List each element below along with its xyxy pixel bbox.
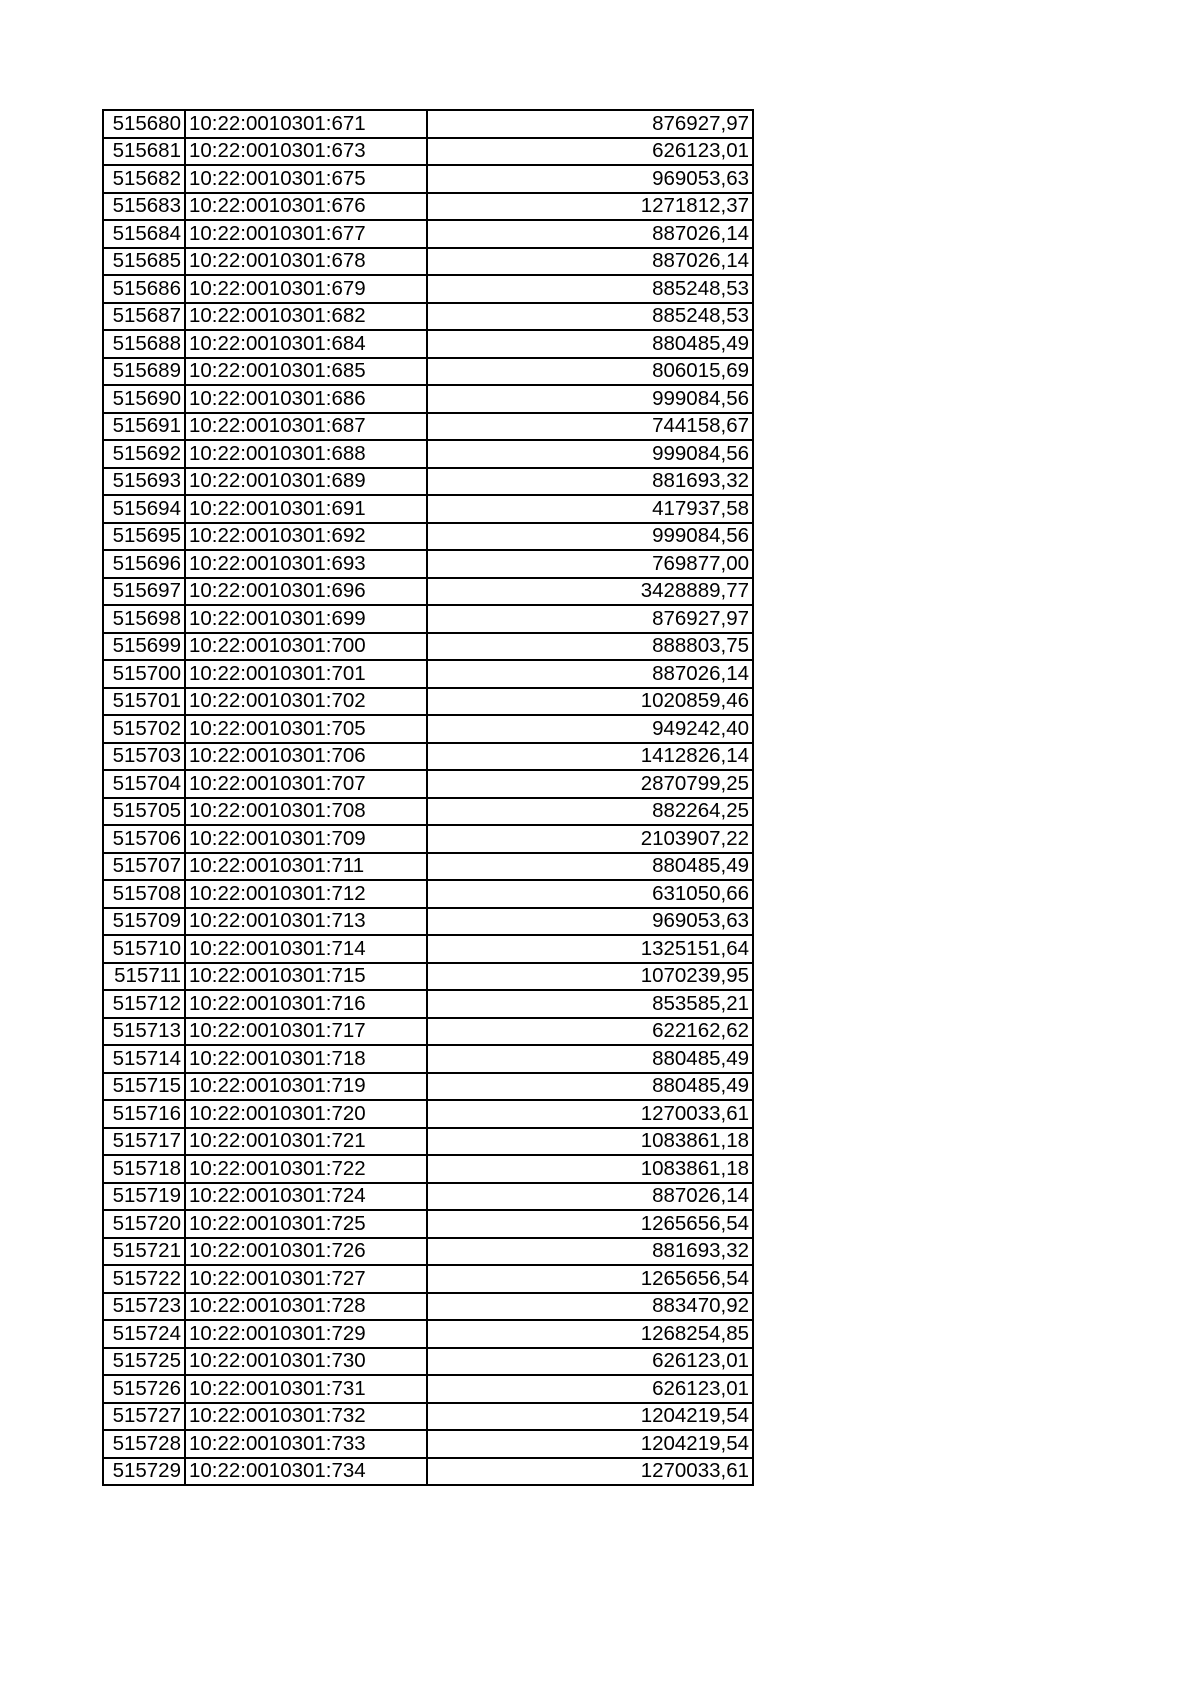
- table-row: [103, 468, 753, 496]
- table-row: [103, 688, 753, 716]
- row-number-cell: 515710: [103, 935, 185, 963]
- cadastral-number-cell: 10:22:0010301:719: [185, 1073, 427, 1101]
- cadastral-number-cell: 10:22:0010301:727: [185, 1265, 427, 1293]
- row-number-cell: 515701: [103, 688, 185, 716]
- cadastral-number-cell: 10:22:0010301:712: [185, 880, 427, 908]
- value-cell: 969053,63: [427, 165, 753, 193]
- table-row: [103, 193, 753, 221]
- table-row: [103, 1430, 753, 1458]
- cadastral-number-cell: 10:22:0010301:684: [185, 330, 427, 358]
- cadastral-number-cell: 10:22:0010301:676: [185, 193, 427, 221]
- cadastral-number-cell: 10:22:0010301:734: [185, 1458, 427, 1486]
- value-cell: 3428889,77: [427, 578, 753, 606]
- cadastral-number-cell: 10:22:0010301:725: [185, 1210, 427, 1238]
- table-row: [103, 825, 753, 853]
- table-row: [103, 798, 753, 826]
- value-cell: 883470,92: [427, 1293, 753, 1321]
- row-number-cell: 515729: [103, 1458, 185, 1486]
- cadastral-number-cell: 10:22:0010301:721: [185, 1128, 427, 1156]
- value-cell: 949242,40: [427, 715, 753, 743]
- cadastral-number-cell: 10:22:0010301:716: [185, 990, 427, 1018]
- cadastral-number-cell: 10:22:0010301:691: [185, 495, 427, 523]
- row-number-cell: 515687: [103, 303, 185, 331]
- row-number-cell: 515712: [103, 990, 185, 1018]
- cadastral-number-cell: 10:22:0010301:720: [185, 1100, 427, 1128]
- cadastral-number-cell: 10:22:0010301:731: [185, 1375, 427, 1403]
- row-number-cell: 515715: [103, 1073, 185, 1101]
- table-row: [103, 385, 753, 413]
- cadastral-number-cell: 10:22:0010301:692: [185, 523, 427, 551]
- row-number-cell: 515695: [103, 523, 185, 551]
- value-cell: 876927,97: [427, 110, 753, 138]
- value-cell: 1270033,61: [427, 1100, 753, 1128]
- row-number-cell: 515696: [103, 550, 185, 578]
- row-number-cell: 515685: [103, 248, 185, 276]
- value-cell: 806015,69: [427, 358, 753, 386]
- cadastral-number-cell: 10:22:0010301:706: [185, 743, 427, 771]
- value-cell: 626123,01: [427, 1348, 753, 1376]
- value-cell: 880485,49: [427, 853, 753, 881]
- table-row: [103, 578, 753, 606]
- value-cell: 1204219,54: [427, 1403, 753, 1431]
- value-cell: 631050,66: [427, 880, 753, 908]
- table-row: [103, 275, 753, 303]
- cadastral-number-cell: 10:22:0010301:717: [185, 1018, 427, 1046]
- row-number-cell: 515724: [103, 1320, 185, 1348]
- table-row: [103, 440, 753, 468]
- value-cell: 969053,63: [427, 908, 753, 936]
- row-number-cell: 515681: [103, 138, 185, 166]
- row-number-cell: 515723: [103, 1293, 185, 1321]
- table-row: [103, 1128, 753, 1156]
- table-row: [103, 1018, 753, 1046]
- table-row: [103, 1320, 753, 1348]
- value-cell: 887026,14: [427, 1183, 753, 1211]
- cadastral-number-cell: 10:22:0010301:709: [185, 825, 427, 853]
- table-row: [103, 908, 753, 936]
- table-row: [103, 633, 753, 661]
- row-number-cell: 515717: [103, 1128, 185, 1156]
- table-row: [103, 963, 753, 991]
- table-row: [103, 743, 753, 771]
- cadastral-number-cell: 10:22:0010301:682: [185, 303, 427, 331]
- cadastral-number-cell: 10:22:0010301:732: [185, 1403, 427, 1431]
- value-cell: 881693,32: [427, 1238, 753, 1266]
- value-cell: 876927,97: [427, 605, 753, 633]
- cadastral-number-cell: 10:22:0010301:722: [185, 1155, 427, 1183]
- row-number-cell: 515702: [103, 715, 185, 743]
- value-cell: 880485,49: [427, 330, 753, 358]
- table-row: [103, 1375, 753, 1403]
- table-row: [103, 1183, 753, 1211]
- value-cell: 2103907,22: [427, 825, 753, 853]
- value-cell: 885248,53: [427, 275, 753, 303]
- cadastral-number-cell: 10:22:0010301:729: [185, 1320, 427, 1348]
- cadastral-number-cell: 10:22:0010301:696: [185, 578, 427, 606]
- value-cell: 885248,53: [427, 303, 753, 331]
- value-cell: 880485,49: [427, 1073, 753, 1101]
- row-number-cell: 515691: [103, 413, 185, 441]
- table-row: [103, 770, 753, 798]
- row-number-cell: 515703: [103, 743, 185, 771]
- cadastral-number-cell: 10:22:0010301:708: [185, 798, 427, 826]
- value-cell: 1412826,14: [427, 743, 753, 771]
- row-number-cell: 515728: [103, 1430, 185, 1458]
- table-row: [103, 1073, 753, 1101]
- cadastral-number-cell: 10:22:0010301:673: [185, 138, 427, 166]
- table-row: [103, 358, 753, 386]
- value-cell: 887026,14: [427, 220, 753, 248]
- row-number-cell: 515708: [103, 880, 185, 908]
- cadastral-number-cell: 10:22:0010301:675: [185, 165, 427, 193]
- table-row: [103, 413, 753, 441]
- row-number-cell: 515698: [103, 605, 185, 633]
- row-number-cell: 515693: [103, 468, 185, 496]
- cadastral-number-cell: 10:22:0010301:713: [185, 908, 427, 936]
- row-number-cell: 515714: [103, 1045, 185, 1073]
- cadastral-number-cell: 10:22:0010301:730: [185, 1348, 427, 1376]
- value-cell: 417937,58: [427, 495, 753, 523]
- table-row: [103, 1265, 753, 1293]
- value-cell: 881693,32: [427, 468, 753, 496]
- value-cell: 887026,14: [427, 248, 753, 276]
- table-body: [103, 110, 753, 1485]
- cadastral-number-cell: 10:22:0010301:701: [185, 660, 427, 688]
- cadastral-number-cell: 10:22:0010301:728: [185, 1293, 427, 1321]
- table-row: [103, 303, 753, 331]
- table-row: [103, 330, 753, 358]
- value-cell: 1083861,18: [427, 1128, 753, 1156]
- row-number-cell: 515694: [103, 495, 185, 523]
- value-cell: 1265656,54: [427, 1265, 753, 1293]
- table-row: [103, 605, 753, 633]
- row-number-cell: 515680: [103, 110, 185, 138]
- row-number-cell: 515709: [103, 908, 185, 936]
- table-row: [103, 523, 753, 551]
- table-row: [103, 1045, 753, 1073]
- row-number-cell: 515713: [103, 1018, 185, 1046]
- cadastral-number-cell: 10:22:0010301:686: [185, 385, 427, 413]
- table-row: [103, 138, 753, 166]
- value-cell: 744158,67: [427, 413, 753, 441]
- cadastral-number-cell: 10:22:0010301:699: [185, 605, 427, 633]
- cadastral-number-cell: 10:22:0010301:724: [185, 1183, 427, 1211]
- row-number-cell: 515725: [103, 1348, 185, 1376]
- table-row: [103, 248, 753, 276]
- row-number-cell: 515721: [103, 1238, 185, 1266]
- value-cell: 853585,21: [427, 990, 753, 1018]
- table-row: [103, 990, 753, 1018]
- table-row: [103, 715, 753, 743]
- row-number-cell: 515707: [103, 853, 185, 881]
- table-row: [103, 495, 753, 523]
- row-number-cell: 515683: [103, 193, 185, 221]
- table-row: [103, 935, 753, 963]
- value-cell: 2870799,25: [427, 770, 753, 798]
- table-row: [103, 1155, 753, 1183]
- cadastral-number-cell: 10:22:0010301:705: [185, 715, 427, 743]
- table-row: [103, 165, 753, 193]
- cadastral-number-cell: 10:22:0010301:671: [185, 110, 427, 138]
- cadastral-number-cell: 10:22:0010301:733: [185, 1430, 427, 1458]
- row-number-cell: 515686: [103, 275, 185, 303]
- cadastral-number-cell: 10:22:0010301:707: [185, 770, 427, 798]
- cadastral-number-cell: 10:22:0010301:687: [185, 413, 427, 441]
- table-row: [103, 1403, 753, 1431]
- cadastral-number-cell: 10:22:0010301:678: [185, 248, 427, 276]
- cadastral-number-cell: 10:22:0010301:718: [185, 1045, 427, 1073]
- row-number-cell: 515706: [103, 825, 185, 853]
- row-number-cell: 515682: [103, 165, 185, 193]
- row-number-cell: 515705: [103, 798, 185, 826]
- row-number-cell: 515699: [103, 633, 185, 661]
- value-cell: 1070239,95: [427, 963, 753, 991]
- row-number-cell: 515697: [103, 578, 185, 606]
- value-cell: 888803,75: [427, 633, 753, 661]
- value-cell: 999084,56: [427, 523, 753, 551]
- cadastral-number-cell: 10:22:0010301:679: [185, 275, 427, 303]
- row-number-cell: 515688: [103, 330, 185, 358]
- value-cell: 622162,62: [427, 1018, 753, 1046]
- row-number-cell: 515727: [103, 1403, 185, 1431]
- value-cell: 769877,00: [427, 550, 753, 578]
- value-cell: 887026,14: [427, 660, 753, 688]
- table-row: [103, 660, 753, 688]
- row-number-cell: 515700: [103, 660, 185, 688]
- row-number-cell: 515720: [103, 1210, 185, 1238]
- value-cell: 626123,01: [427, 1375, 753, 1403]
- value-cell: 999084,56: [427, 385, 753, 413]
- table-row: [103, 220, 753, 248]
- value-cell: 1271812,37: [427, 193, 753, 221]
- data-table: [102, 109, 754, 1486]
- row-number-cell: 515704: [103, 770, 185, 798]
- row-number-cell: 515719: [103, 1183, 185, 1211]
- table-row: [103, 1458, 753, 1486]
- value-cell: 882264,25: [427, 798, 753, 826]
- row-number-cell: 515722: [103, 1265, 185, 1293]
- cadastral-number-cell: 10:22:0010301:685: [185, 358, 427, 386]
- row-number-cell: 515718: [103, 1155, 185, 1183]
- row-number-cell: 515716: [103, 1100, 185, 1128]
- value-cell: 626123,01: [427, 138, 753, 166]
- row-number-cell: 515684: [103, 220, 185, 248]
- row-number-cell: 515711: [103, 963, 185, 991]
- cadastral-number-cell: 10:22:0010301:688: [185, 440, 427, 468]
- cadastral-number-cell: 10:22:0010301:689: [185, 468, 427, 496]
- cadastral-number-cell: 10:22:0010301:726: [185, 1238, 427, 1266]
- value-cell: 880485,49: [427, 1045, 753, 1073]
- table-row: [103, 1100, 753, 1128]
- cadastral-number-cell: 10:22:0010301:714: [185, 935, 427, 963]
- table-row: [103, 110, 753, 138]
- cadastral-number-cell: 10:22:0010301:693: [185, 550, 427, 578]
- table-row: [103, 1238, 753, 1266]
- value-cell: 1325151,64: [427, 935, 753, 963]
- value-cell: 999084,56: [427, 440, 753, 468]
- table-row: [103, 1293, 753, 1321]
- cadastral-number-cell: 10:22:0010301:711: [185, 853, 427, 881]
- value-cell: 1270033,61: [427, 1458, 753, 1486]
- table-row: [103, 880, 753, 908]
- table-row: [103, 853, 753, 881]
- value-cell: 1020859,46: [427, 688, 753, 716]
- value-cell: 1268254,85: [427, 1320, 753, 1348]
- value-cell: 1204219,54: [427, 1430, 753, 1458]
- cadastral-number-cell: 10:22:0010301:702: [185, 688, 427, 716]
- cadastral-number-cell: 10:22:0010301:677: [185, 220, 427, 248]
- row-number-cell: 515726: [103, 1375, 185, 1403]
- row-number-cell: 515692: [103, 440, 185, 468]
- table-row: [103, 1210, 753, 1238]
- value-cell: 1265656,54: [427, 1210, 753, 1238]
- cadastral-number-cell: 10:22:0010301:700: [185, 633, 427, 661]
- table-row: [103, 550, 753, 578]
- row-number-cell: 515690: [103, 385, 185, 413]
- table-row: [103, 1348, 753, 1376]
- cadastral-number-cell: 10:22:0010301:715: [185, 963, 427, 991]
- row-number-cell: 515689: [103, 358, 185, 386]
- value-cell: 1083861,18: [427, 1155, 753, 1183]
